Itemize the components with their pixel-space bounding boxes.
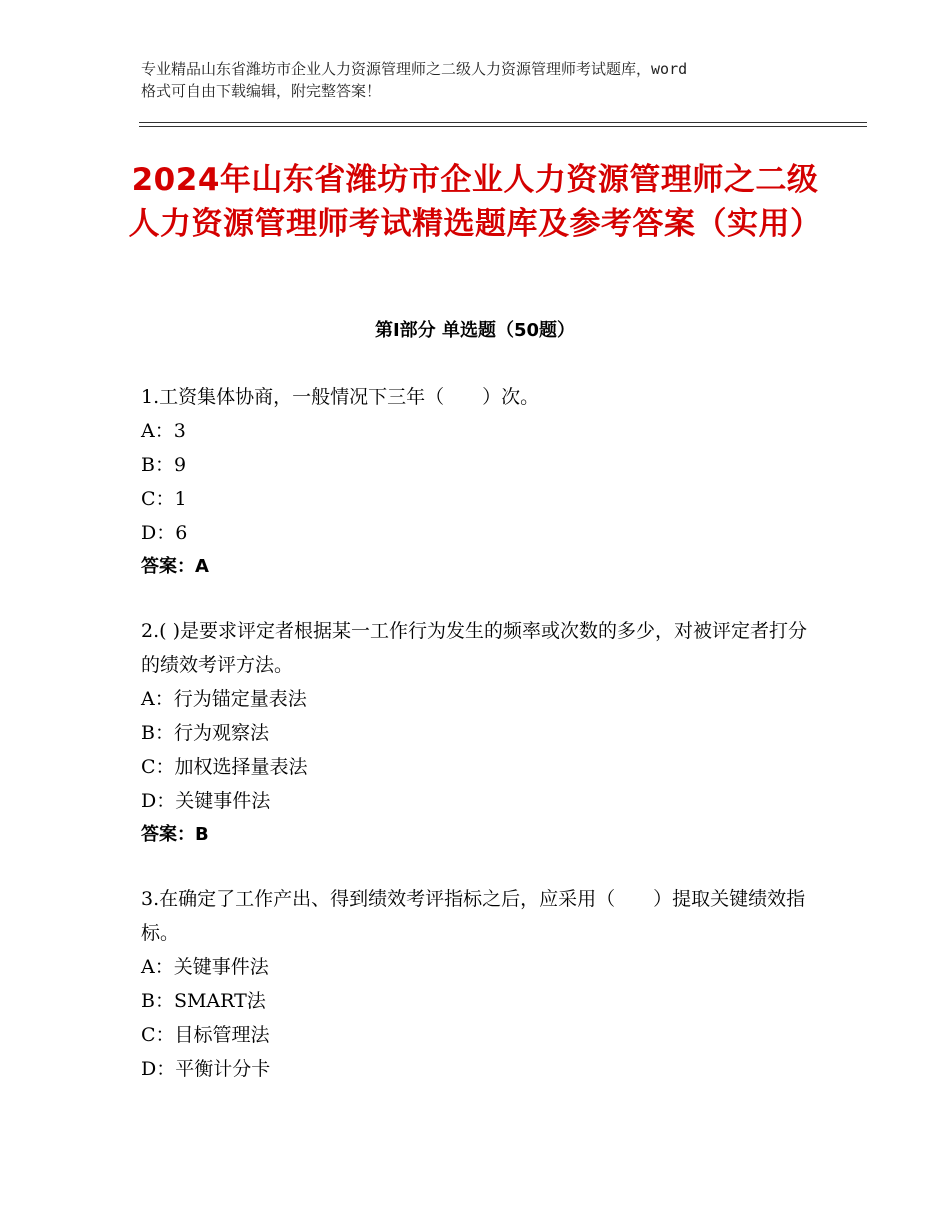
option-d: D：关键事件法 <box>141 790 271 812</box>
option-c: C：1 <box>141 488 187 510</box>
question-stem: 2.( )是要求评定者根据某一工作行为发生的频率或次数的多少，对被评定者打分的绩效考评方法。 <box>141 620 807 676</box>
option-a: A：3 <box>141 420 186 442</box>
option-c: C：目标管理法 <box>141 1024 270 1046</box>
question-1 <box>141 380 821 584</box>
option-c: C：加权选择量表法 <box>141 756 308 778</box>
option-d: D：6 <box>141 522 188 544</box>
question-3 <box>141 882 821 1086</box>
document-title: 2024年山东省潍坊市企业人力资源管理师之二级人力资源管理师考试精选题库及参考答案（实用） <box>128 162 822 242</box>
header-divider-top <box>139 122 867 123</box>
question-2 <box>141 614 821 852</box>
question-stem: 3.在确定了工作产出、得到绩效考评指标之后，应采用（ ）提取关键绩效指标。 <box>141 888 806 944</box>
option-d: D：平衡计分卡 <box>141 1058 271 1080</box>
option-b: B：SMART法 <box>141 990 266 1012</box>
answer: 答案：B <box>141 824 209 845</box>
header-divider-bottom <box>139 126 867 127</box>
question-list <box>141 380 821 1116</box>
header-note-line-2: 格式可自由下载编辑，附完整答案！ <box>141 82 382 100</box>
section-title: 第Ⅰ部分 单选题（50题） <box>374 320 575 341</box>
question-stem: 1.工资集体协商，一般情况下三年（ ）次。 <box>141 386 540 408</box>
option-a: A：关键事件法 <box>141 956 269 978</box>
header-note <box>141 58 821 102</box>
answer: 答案：A <box>141 556 209 577</box>
option-a: A：行为锚定量表法 <box>141 688 307 710</box>
option-b: B：行为观察法 <box>141 722 269 744</box>
option-b: B：9 <box>141 454 187 476</box>
header-note-line-1: 专业精品山东省潍坊市企业人力资源管理师之二级人力资源管理师考试题库，word <box>141 60 688 78</box>
